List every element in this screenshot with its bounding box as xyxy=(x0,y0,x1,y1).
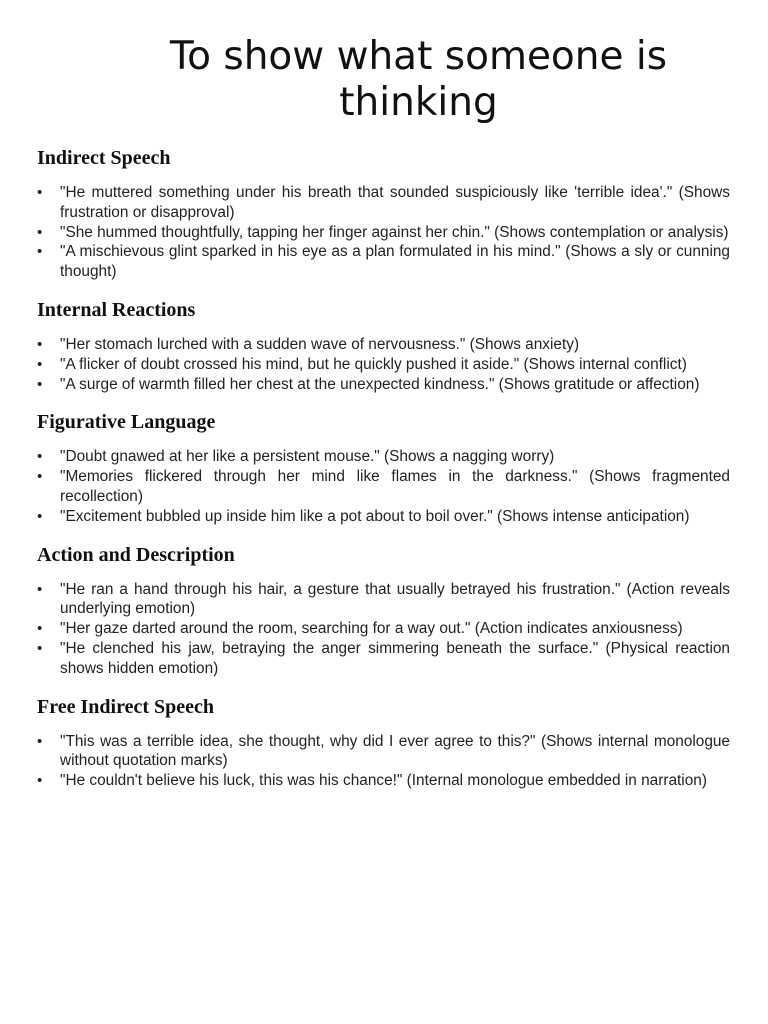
bullet-icon: • xyxy=(37,223,43,241)
bullet-icon: • xyxy=(37,620,43,638)
section-figurative-language xyxy=(37,410,730,526)
list-item-text: "He muttered something under his breath that sounded suspiciously like 'terrible idea'." (Shows frustration or disapproval) xyxy=(60,184,730,221)
section-heading: Action and Description xyxy=(37,543,235,566)
section-free-indirect-speech xyxy=(37,695,730,791)
list-item-text: "This was a terrible idea, she thought, why did I ever agree to this?" (Shows internal monologue without quotation marks) xyxy=(60,732,730,770)
list-item xyxy=(37,335,730,355)
list-item xyxy=(37,467,730,507)
page-title: To show what someone is thinking xyxy=(169,34,668,125)
bullet-icon: • xyxy=(37,335,43,353)
list-item-text: "Memories flickered through her mind like flames in the darkness." (Shows fragmented recollection) xyxy=(60,468,730,505)
list-item-text: "Her gaze darted around the room, searching for a way out." (Action indicates anxiousness) xyxy=(60,620,683,638)
list-item xyxy=(37,375,730,395)
bullet-icon: • xyxy=(37,732,43,750)
bullet-list xyxy=(37,732,730,791)
section-heading: Figurative Language xyxy=(37,411,216,434)
list-item xyxy=(37,580,730,620)
bullet-icon: • xyxy=(37,448,43,466)
list-item xyxy=(37,223,730,243)
list-item xyxy=(37,619,730,639)
list-item xyxy=(37,507,730,527)
list-item xyxy=(37,183,730,223)
bullet-icon: • xyxy=(37,375,43,393)
list-item xyxy=(37,242,730,282)
list-item-text: "Doubt gnawed at her like a persistent mouse." (Shows a nagging worry) xyxy=(60,448,555,466)
bullet-icon: • xyxy=(37,355,43,373)
bullet-icon: • xyxy=(37,772,43,790)
list-item-text: "She hummed thoughtfully, tapping her finger against her chin." (Shows contemplation or analysis) xyxy=(60,223,729,241)
section-indirect-speech xyxy=(37,146,730,282)
bullet-icon: • xyxy=(37,243,43,261)
list-item xyxy=(37,447,730,467)
list-item-text: "He couldn't believe his luck, this was his chance!" (Internal monologue embedded in narration) xyxy=(60,772,707,790)
section-action-and-description xyxy=(37,543,730,679)
list-item-text: "He ran a hand through his hair, a gesture that usually betrayed his frustration." (Action reveals underlying emotion) xyxy=(60,580,730,618)
bullet-icon: • xyxy=(37,507,43,525)
list-item-text: "A mischievous glint sparked in his eye as a plan formulated in his mind." (Shows a sly or cunning thought) xyxy=(60,243,730,281)
bullet-list xyxy=(37,580,730,679)
list-item xyxy=(37,771,730,791)
bullet-list xyxy=(37,183,730,282)
bullet-icon: • xyxy=(37,468,43,486)
bullet-list xyxy=(37,447,730,526)
list-item-text: "A flicker of doubt crossed his mind, but he quickly pushed it aside." (Shows internal conflict) xyxy=(60,355,687,373)
list-item xyxy=(37,639,730,679)
list-item xyxy=(37,732,730,772)
list-item xyxy=(37,355,730,375)
list-item-text: "Her stomach lurched with a sudden wave of nervousness." (Shows anxiety) xyxy=(60,335,580,353)
list-item-text: "He clenched his jaw, betraying the anger simmering beneath the surface." (Physical reaction shows hidden emotion) xyxy=(60,639,730,677)
bullet-icon: • xyxy=(37,639,43,657)
document-page xyxy=(37,0,730,791)
list-item-text: "Excitement bubbled up inside him like a pot about to boil over." (Shows intense anticipation) xyxy=(60,507,690,525)
section-heading: Free Indirect Speech xyxy=(37,695,215,718)
bullet-icon: • xyxy=(37,580,43,598)
section-internal-reactions xyxy=(37,298,730,394)
section-heading: Internal Reactions xyxy=(37,298,196,321)
section-heading: Indirect Speech xyxy=(37,147,171,169)
bullet-icon: • xyxy=(37,184,43,201)
bullet-list xyxy=(37,335,730,394)
list-item-text: "A surge of warmth filled her chest at the unexpected kindness." (Shows gratitude or affection) xyxy=(60,375,700,393)
